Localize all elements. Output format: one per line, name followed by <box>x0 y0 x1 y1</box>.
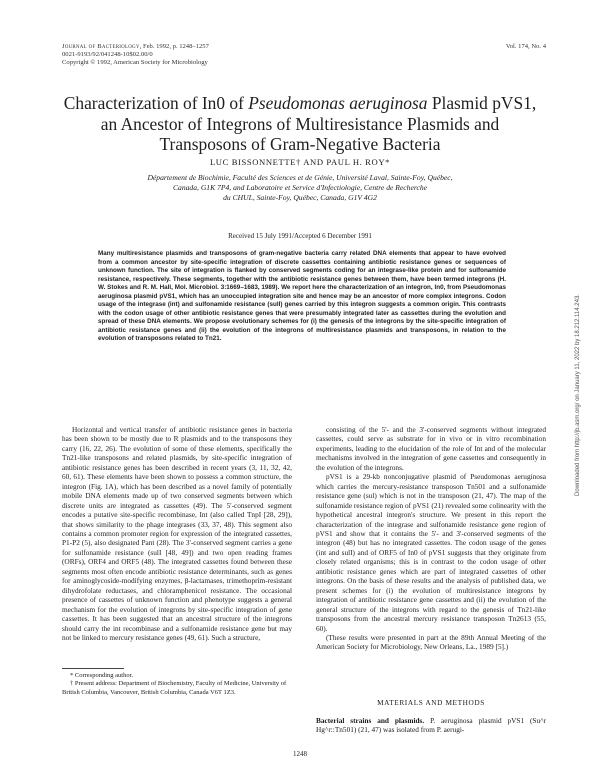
paragraph: consisting of the 5'- and the 3'-conserved segments without integrated cassettes, could serve as substrate for in vivo or in vitro recombination experiments, leading to the elucidation of the role of Int and of the molecular mechanisms involved in the integration of gene cassettes and consequently in the evolution of the integrons. <box>316 425 546 472</box>
author-affiliation <box>95 173 505 203</box>
title-organism: Pseudomonas aeruginosa <box>248 93 428 113</box>
received-date: Received 15 July 1991/Accepted 6 December 1991 <box>228 232 372 240</box>
page-number: 1248 <box>293 750 307 758</box>
article-title <box>40 93 560 155</box>
issn-line: 0021-9193/92/041248-10$02.00/0 <box>62 51 153 59</box>
paragraph: Horizontal and vertical transfer of antibiotic resistance genes in bacteria has been shown to be mostly due to R plasmids and to the transposons they carry (16, 22, 26). The evolution of some of these elements, specifically the Tn21-like transposons and related plasmids, by site-specific integration of antibiotic resistance genes has been described in recent years (3, 11, 32, 42, 60, 61). These elements have been shown to possess a common structure, the integron (Fig. 1A), which has been described as a novel family of potentially mobile DNA elements made up of two conserved segments between which discrete units are integrated as cassettes (49). The 5'-conserved segment encodes a putative site-specific recombinase, Int (also called TnpI [28, 29]), that shows similarity to the phage integrases (33, 37, 48). This segment also contains a common promoter region for expression of the integrated cassettes, P1-P2 (5), also designated Pant (28). The 3'-conserved segment carries a gene for sulfonamide resistance (sulI [48, 49]) and two open reading frames (ORFs), ORF4 and ORF5 (48). The integrated cassettes found between these segments most often encode antibiotic resistance determinants, such as genes for aminoglycoside-modifying enzymes, β-lactamases, trimethoprim-resistant dihydrofolate reductases, and chloramphenicol resistance. The occasional presence of cassettes of unknown function and phenotype suggests a general mechanism for the evolution of integrons by site-specific integration of gene cassettes. It has been suggested that an ancestral structure of the integrons should carry the int recombinase and a sulfonamide resistance gene but may not be linked to mercury resistance genes (49, 61). Such a structure, <box>62 425 292 642</box>
footnote: * Corresponding author. <box>70 672 134 679</box>
affiliation-line-2: Canada, G1K 7P4, and Laboratoire et Service d'Infectiologie, Centre de Recherche <box>172 183 428 192</box>
section-heading: MATERIALS AND METHODS <box>377 698 485 707</box>
methods-paragraph <box>316 716 546 735</box>
body-column-right <box>316 425 546 652</box>
volume-number: Vol. 174, No. 4 <box>505 43 546 50</box>
footnote: † Present address: Department of Biochemistry, Faculty of Medicine, University of British Columbia, Vancouver, British Columbia, Canada V6T 1Z3. <box>62 680 287 696</box>
journal-name: Journal of Bacteriology <box>62 43 140 50</box>
journal-date-pages: , Feb. 1992, p. 1248–1257 <box>139 43 209 50</box>
copyright-line: Copyright © 1992, American Society for Microbiology <box>62 59 208 67</box>
download-watermark: Downloaded from http://jb.asm.org/ on January 11, 2022 by 18.212.114.243. <box>575 294 581 496</box>
title-pre: Characterization of In0 of <box>63 93 249 113</box>
paragraph: (These results were presented in part at the 89th Annual Meeting of the American Society for Microbiology, New Orleans, La., 1989 [5].) <box>316 632 546 652</box>
affiliation-line-1: Département de Biochimie, Faculté des Sciences et de Génie, Université Laval, Sainte-Foy, Québec, <box>147 173 453 182</box>
author-list: LUC BISSONNETTE† AND PAUL H. ROY* <box>209 157 391 167</box>
citation-block <box>62 43 209 68</box>
title-line-2: an Ancestor of Integrons of Multiresistance Plasmids and <box>100 113 500 134</box>
body-column-left <box>62 425 292 642</box>
abstract: Many multiresistance plasmids and transposons of gram-negative bacteria carry related DNA elements that appear to have evolved from a common ancestor by site-specific integration of discrete cassettes containing antibiotic resistance genes or sequences of unknown function. The site of integration is flanked by conserved segments coding for an integrase-like protein and for sulfonamide resistance, respectively. These segments, together with the antibiotic resistance genes between them, have been termed integrons (H. W. Stokes and R. M. Hall, Mol. Microbiol. 3:1669–1683, 1989). We report here the characterization of an integron, In0, from Pseudomonas aeruginosa plasmid pVS1, which has an unoccupied integration site and hence may be an ancestor of more complex integrons. Codon usage of the integrase (int) and sulfonamide resistance (sulI) genes carried by this integron suggests a common origin. This contrasts with the codon usage of other antibiotic resistance genes that were presumably integrated later as cassettes during the evolution and spread of these DNA elements. We propose evolutionary schemes for (i) the genesis of the integrons by the site-specific integration of antibiotic resistance genes and (ii) the evolution of the integrons of multiresistance plasmids and transposons, in relation to the evolution of transposons related to Tn21. <box>98 250 506 343</box>
footnotes <box>62 672 292 697</box>
footnote-rule <box>62 668 124 669</box>
title-post: Plasmid pVS1, <box>427 93 537 113</box>
affiliation-line-3: du CHUL, Sainte-Foy, Québec, Canada, G1V 4G2 <box>223 193 377 202</box>
title-line-3: Transposons of Gram-Negative Bacteria <box>159 134 441 155</box>
methods-text: P. aeruginosa plasmid pVS1 (Su^r Hg^r::Tn501) (21, 47) was isolated from P. aerugi- <box>316 716 546 735</box>
paragraph: pVS1 is a 29-kb nonconjugative plasmid of Pseudomonas aeruginosa which carries the mercury-resistance transposon Tn501 and a sulfonamide resistance gene (sul) which is not in the transposon (21, 47). The map of the sulfonamide resistance region of pVS1 (21) revealed some colinearity with the hypothetical ancestral integron's structure. We present in this report the characterization of the integrase and sulfonamide resistance gene region of pVS1 and show that it contains the 5'- and 3'-conserved segments of the integron (48) but has no integrated cassettes. The codon usage of the genes (int and sulI) and of ORF5 of In0 of pVS1 suggests that they originate from closely related organisms; this is in contrast to the codon usage of other antibiotic resistance genes which are part of integrated cassettes of other integrons. On the basis of these results and the analysis of published data, we present schemes for (i) the evolution of multiresistance integrons by integration of antibiotic resistance gene cassettes and (ii) the evolution of the general structure of the integrons with regard to the genesis of Tn21-like transposons from the ancestral mercury resistance transposon Tn2613 (55, 60). <box>316 472 546 633</box>
methods-lead: Bacterial strains and plasmids. <box>316 716 425 725</box>
